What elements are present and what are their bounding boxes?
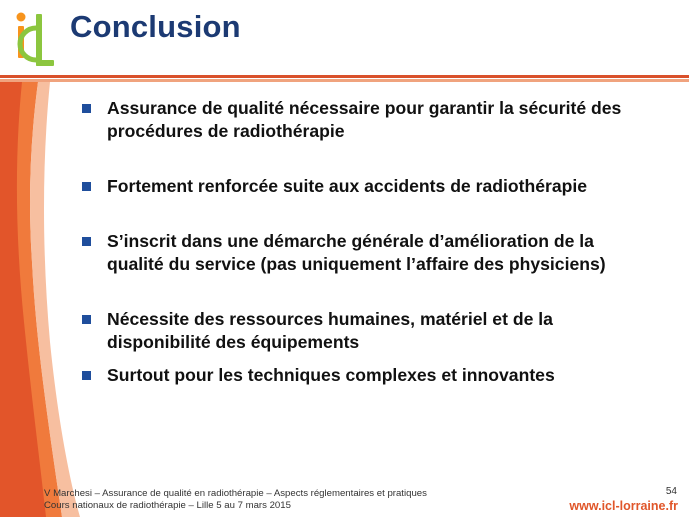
bullet-square-icon xyxy=(82,104,91,113)
footer-line: V Marchesi – Assurance de qualité en radiothérapie – Aspects réglementaires et pratiques xyxy=(44,488,427,499)
bullet-text-line: S’inscrit dans une démarche générale d’amélioration de la xyxy=(107,231,594,251)
bullet-list xyxy=(80,97,680,387)
side-decoration xyxy=(0,82,85,517)
bullet-square-icon xyxy=(82,182,91,191)
bullet-text-line: disponibilité des équipements xyxy=(107,332,360,352)
bullet-text-line: Assurance de qualité nécessaire pour garantir la sécurité des xyxy=(107,98,622,118)
title-divider xyxy=(0,75,689,78)
bullet-item xyxy=(80,308,680,354)
footer-credits xyxy=(44,488,427,512)
bullet-item xyxy=(80,230,680,276)
bullet-text-line: Nécessite des ressources humaines, matériel et de la xyxy=(107,309,553,329)
page-number: 54 xyxy=(665,486,677,497)
bullet-square-icon xyxy=(82,315,91,324)
bullet-square-icon xyxy=(82,371,91,380)
slide-title: Conclusion xyxy=(70,9,241,44)
icl-logo xyxy=(6,8,60,70)
bullet-text-line: procédures de radiothérapie xyxy=(107,121,345,141)
bullet-text-line: Surtout pour les techniques complexes et innovantes xyxy=(107,365,555,385)
title-divider-light xyxy=(0,79,689,82)
bullet-item xyxy=(80,364,680,387)
bullet-text-line: Fortement renforcée suite aux accidents de radiothérapie xyxy=(107,176,588,196)
bullet-text-line: qualité du service (pas uniquement l’affaire des physiciens) xyxy=(107,254,606,274)
bullet-item xyxy=(80,97,680,143)
website-link[interactable]: www.icl-lorraine.fr xyxy=(569,499,678,513)
bullet-square-icon xyxy=(82,237,91,246)
bullet-item xyxy=(80,175,680,198)
footer-line: Cours nationaux de radiothérapie – Lille 5 au 7 mars 2015 xyxy=(44,500,291,511)
